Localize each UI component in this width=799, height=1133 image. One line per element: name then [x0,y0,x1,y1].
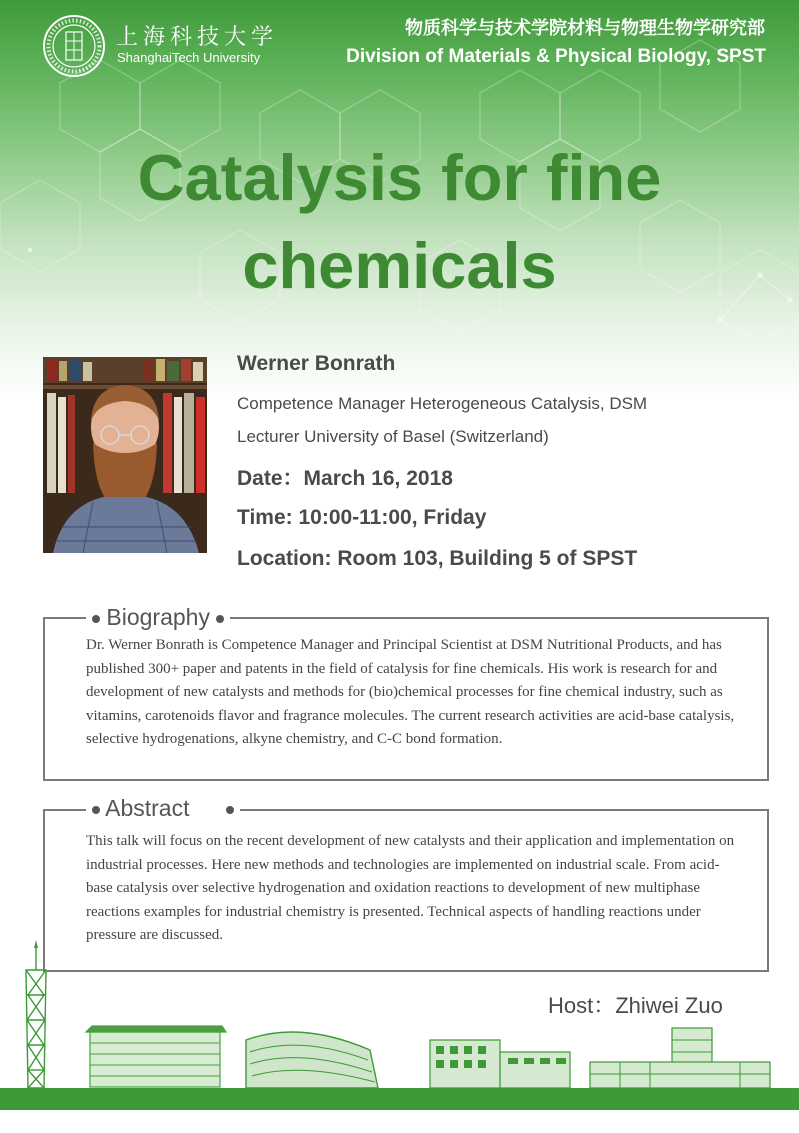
bullet-dot-icon [92,806,100,814]
campus-skyline-illustration [0,940,799,1133]
division-name-english: Division of Materials & Physical Biology, SPST [346,46,766,67]
event-time: Time: 10:00-11:00, Friday [237,506,487,529]
university-name-chinese: 上海科技大学 [116,25,279,50]
university-name-english: ShanghaiTech University [117,50,261,65]
speaker-affiliation: Lecturer University of Basel (Switzerland) [237,427,549,446]
university-seal-icon [42,14,106,78]
host-name: Host：Zhiwei Zuo [548,993,723,1018]
division-name-chinese: 物质科学与技术学院材料与物理生物学研究部 [405,18,765,39]
speaker-title: Competence Manager Heterogeneous Catalysis, DSM [237,394,648,413]
speaker-name: Werner Bonrath [237,352,396,375]
biography-text: Dr. Werner Bonrath is Competence Manager and Principal Scientist at DSM Nutritional Products, and has published 300+ paper and patents in the field of catalysis for fine chemicals. His work is research for and development of new catalysts and methods for (bio)chemical processes for fine chemical industry, such as vitamins, carotenoids flavor and fragrance molecules. The current research activities are acid-base catalysis, selective hydrogenations, alkyne chemistry, and C-C bond formation. [86,637,735,747]
biography-heading-group [86,603,230,631]
talk-title-line-1: Catalysis for fine [137,141,662,214]
talk-title-line-2: chemicals [242,229,557,302]
event-date: Date：March 16, 2018 [237,467,453,490]
bullet-dot-icon [226,806,234,814]
biography-heading: Biography [106,604,210,630]
speaker-photo [43,357,207,553]
bullet-dot-icon [92,615,100,623]
abstract-heading-group [86,794,240,822]
abstract-text: This talk will focus on the recent development of new catalysts and their application and implementation on industrial processes. Here new methods and technologies are implemented on industrial scale. From acid-base catalysis over selective hydrogenation and oxidation reactions to development of new multiphase reactions examples for industrial chemistry is presented. Technical aspects of handling reactions under pressure are discussed. [86,833,735,943]
abstract-heading: Abstract [105,795,190,821]
event-location: Location: Room 103, Building 5 of SPST [237,547,638,570]
bullet-dot-icon [216,615,224,623]
